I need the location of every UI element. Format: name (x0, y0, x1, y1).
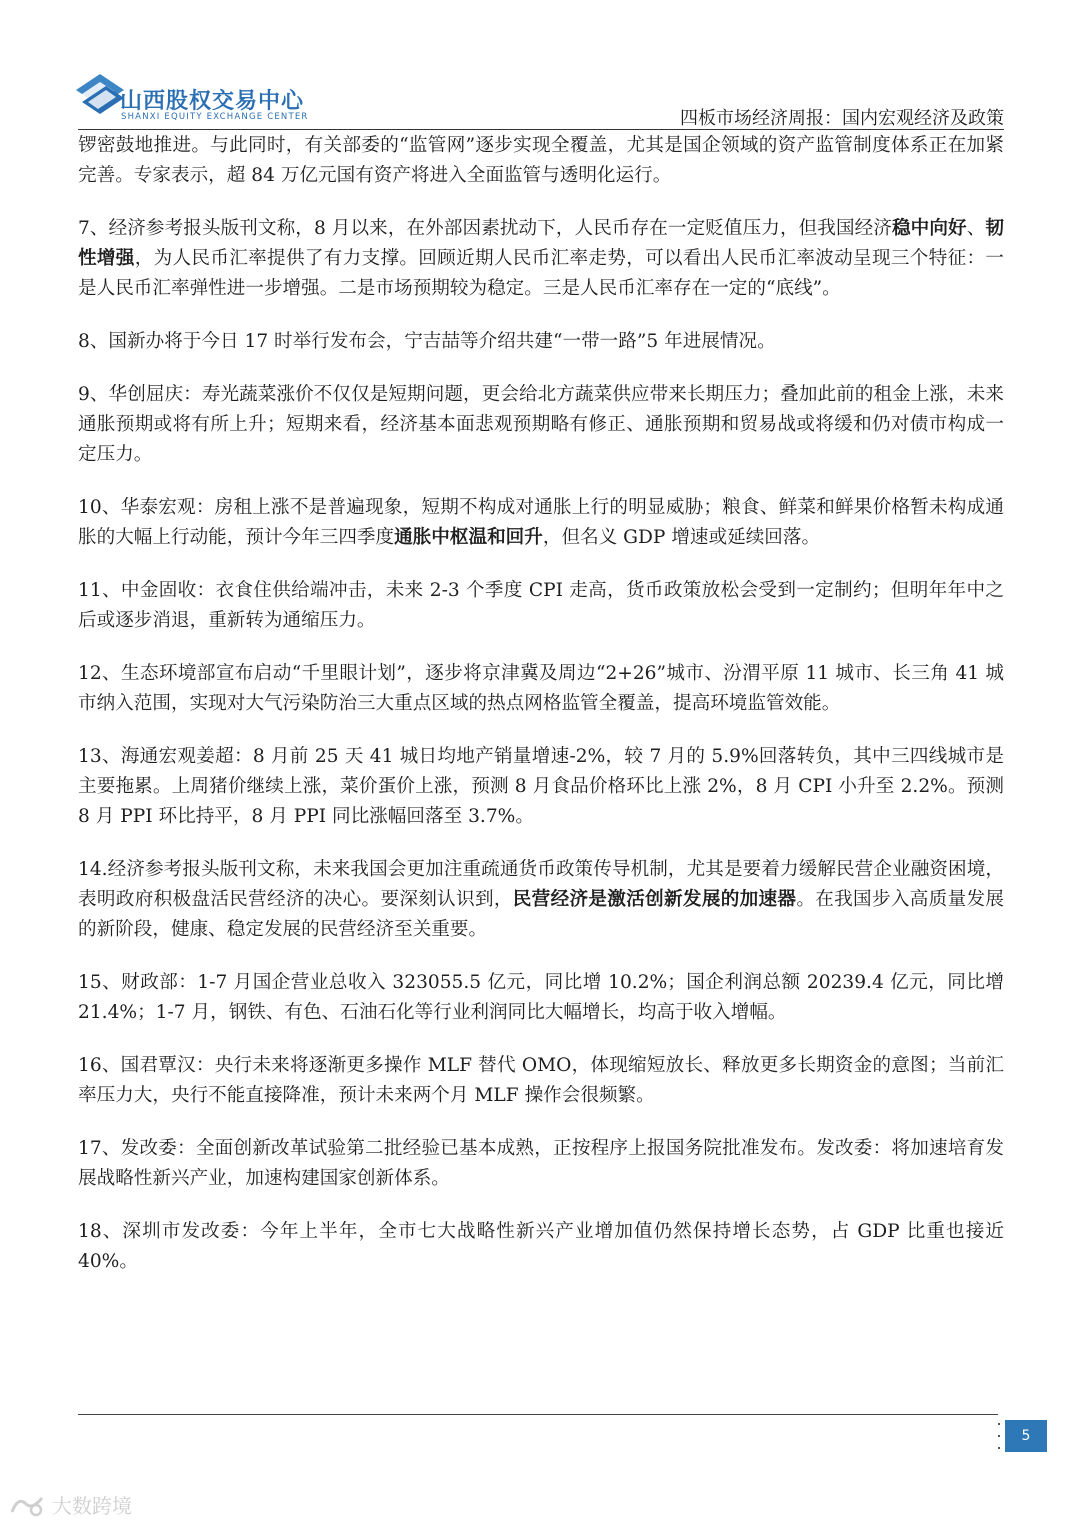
news-item-paragraph (78, 327, 1004, 357)
news-item-paragraph (78, 576, 1004, 636)
paragraph-text: 16、国君覃汉：央行未来将逐渐更多操作 MLF 替代 OMO，体现缩短放长、释放更多长期资金的意图；当前汇率压力大，央行不能直接降准，预计未来两个月 MLF 操作会很频繁。 (78, 1055, 1004, 1106)
paragraph-text: ，但名义 GDP 增速或延续回落。 (542, 527, 821, 548)
news-item-paragraph (78, 968, 1004, 1028)
emphasis-text: 民营经济是激活创新发展的加速器 (512, 889, 797, 910)
paragraph-text: 11、中金固收：衣食住供给端冲击，未来 2-3 个季度 CPI 走高，货币政策放松会受到一定制约；但明年年中之后或逐步消退，重新转为通缩压力。 (78, 580, 1004, 631)
brand-name-en: SHANXI EQUITY EXCHANGE CENTER (121, 112, 309, 122)
header-divider (78, 129, 1004, 130)
paragraph-text: 14.经济参考报头版刊文称，未来我国会更加注重疏通货币政策传导机制，尤其是要着力缓解民营企业融资困境，表明政府积极盘活民营经济的决心。要深刻认识到， (78, 859, 1004, 910)
paragraph-text: 15、财政部：1-7 月国企营业总收入 323055.5 亿元，同比增 10.2%；国企利润总额 20239.4 亿元，同比增 21.4%；1-7 月，钢铁、有色、石油石化等行业利润同比大幅增长，均高于收入增幅。 (78, 972, 1004, 1023)
paragraph-text: 、 (966, 218, 986, 239)
paragraph-text: 13、海通宏观姜超：8 月前 25 天 41 城日均地产销量增速-2%，较 7 月的 5.9%回落转负，其中三四线城市是主要拖累。上周猪价继续上涨，菜价蛋价上涨，预测 8 月食品价格环比上涨 2%，8 月 CPI 小升至 2.2%。预测 8 月 PPI 环比持平，8 月 PPI 同比涨幅回落至 3.7%。 (78, 746, 1004, 827)
paragraph-text: 9、华创屈庆：寿光蔬菜涨价不仅仅是短期问题，更会给北方蔬菜供应带来长期压力；叠加此前的租金上涨，未来通胀预期或将有所上升；短期来看，经济基本面悲观预期略有修正、通胀预期和贸易战或将缓和仍对债市构成一定压力。 (78, 384, 1004, 465)
watermark-logo-icon (8, 1492, 48, 1518)
paragraph-text: ，为人民币汇率提供了有力支撑。回顾近期人民币汇率走势，可以看出人民币汇率波动呈现三个特征：一是人民币汇率弹性进一步增强。二是市场预期较为稳定。三是人民币汇率存在一定的“底线”。 (78, 248, 1004, 299)
news-item-paragraph (78, 855, 1004, 945)
page-header (0, 0, 1080, 132)
emphasis-text: 稳中向好 (892, 218, 967, 239)
news-item-paragraph (78, 1134, 1004, 1194)
news-item-paragraph (78, 1217, 1004, 1277)
brand-name-cn: 山西股权交易中心 (120, 89, 305, 114)
report-title: 四板市场经济周报：国内宏观经济及政策 (680, 108, 1004, 129)
emphasis-text: 通胀中枢温和回升 (394, 527, 543, 548)
news-item-paragraph (78, 742, 1004, 832)
paragraph-text: 7、经济参考报头版刊文称，8 月以来，在外部因素扰动下，人民币存在一定贬值压力，但我国经济 (78, 218, 892, 239)
watermark (8, 1490, 132, 1519)
article-body (78, 131, 1004, 1300)
paragraph-text: 8、国新办将于今日 17 时举行发布会，宁吉喆等介绍共建“一带一路”5 年进展情况。 (78, 331, 776, 352)
footer-divider (78, 1414, 998, 1415)
paragraph-text: 10、华泰宏观：房租上涨不是普遍现象，短期不构成对通胀上行的明显威胁；粮食、鲜菜和鲜果价格暂未构成通胀的大幅上行动能，预计今年三四季度 (78, 497, 1004, 548)
page-marker-dots-icon (996, 1421, 1002, 1451)
paragraph-text: 锣密鼓地推进。与此同时，有关部委的“监管网”逐步实现全覆盖，尤其是国企领域的资产监管制度体系正在加紧完善。专家表示，超 84 万亿元国有资产将进入全面监管与透明化运行。 (78, 135, 1004, 186)
page-number: 5 (1005, 1420, 1047, 1452)
news-item-paragraph (78, 1051, 1004, 1111)
paragraph-text: 17、发改委：全面创新改革试验第二批经验已基本成熟，正按程序上报国务院批准发布。发改委：将加速培育发展战略性新兴产业，加速构建国家创新体系。 (78, 1138, 1004, 1189)
news-item-paragraph (78, 493, 1004, 553)
news-item-paragraph (78, 380, 1004, 470)
paragraph-text: 18、深圳市发改委：今年上半年，全市七大战略性新兴产业增加值仍然保持增长态势，占 GDP 比重也接近 40%。 (78, 1221, 1004, 1272)
news-item-paragraph (78, 659, 1004, 719)
watermark-text: 大数跨境 (52, 1494, 132, 1518)
news-item-paragraph (78, 131, 1004, 191)
emphasis-text: 韧性增强 (78, 218, 1004, 269)
paragraph-text: 。在我国步入高质量发展的新阶段，健康、稳定发展的民营经济至关重要。 (78, 889, 1004, 940)
news-item-paragraph (78, 214, 1004, 304)
paragraph-text: 12、生态环境部宣布启动“千里眼计划”，逐步将京津冀及周边“2+26”城市、汾渭平原 11 城市、长三角 41 城市纳入范围，实现对大气污染防治三大重点区域的热点网格监管全覆盖，提高环境监管效能。 (78, 663, 1004, 714)
